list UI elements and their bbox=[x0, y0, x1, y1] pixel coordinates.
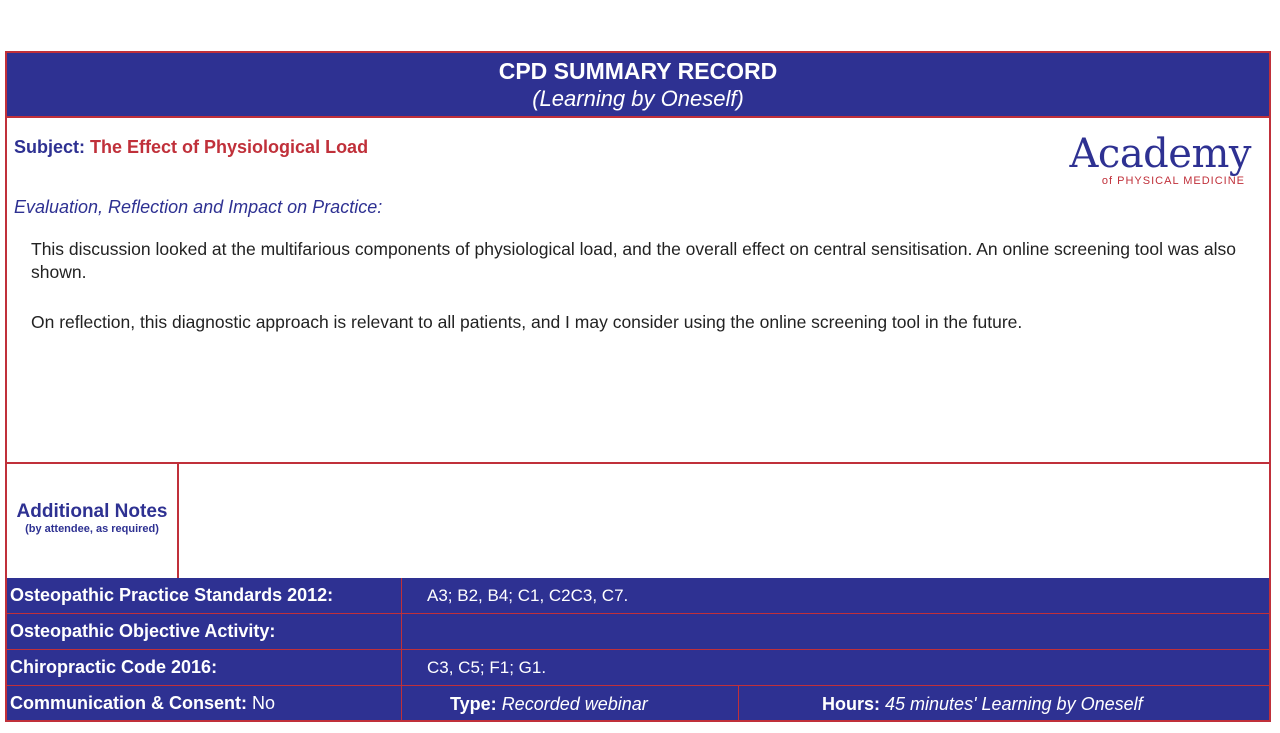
hours-value: 45 minutes' Learning by Oneself bbox=[885, 694, 1143, 714]
type-cell bbox=[450, 694, 648, 715]
evaluation-paragraph-1: This discussion looked at the multifarious components of physiological load, and the overall effect on central sensitisation. An online screening tool was also shown. bbox=[31, 239, 1236, 282]
logo-subtext: of PHYSICAL MEDICINE bbox=[1101, 175, 1245, 187]
cpd-summary-card bbox=[5, 51, 1271, 722]
chiro-value: C3, C5; F1; G1. bbox=[427, 658, 547, 677]
chiro-label: Chiropractic Code 2016: bbox=[10, 657, 218, 677]
additional-notes-label bbox=[9, 501, 175, 535]
ops-label: Osteopathic Practice Standards 2012: bbox=[10, 585, 334, 605]
comm-label: Communication & Consent: bbox=[10, 693, 247, 713]
notes-subtitle: (by attendee, as required) bbox=[25, 523, 159, 535]
academy-logo bbox=[1061, 131, 1251, 191]
subject-line bbox=[14, 137, 368, 158]
hours-cell bbox=[822, 694, 1143, 715]
logo-word: Academy bbox=[1069, 131, 1251, 177]
header-banner bbox=[7, 53, 1269, 118]
page-title: CPD SUMMARY RECORD bbox=[498, 58, 778, 84]
evaluation-heading: Evaluation, Reflection and Impact on Practice: bbox=[14, 197, 383, 217]
type-value: Recorded webinar bbox=[501, 694, 648, 714]
subject-value: The Effect of Physiological Load bbox=[90, 137, 369, 157]
notes-divider bbox=[7, 462, 1269, 464]
comm-cell bbox=[10, 693, 275, 714]
footer-table bbox=[7, 578, 1269, 720]
comm-divider-2 bbox=[738, 686, 739, 721]
evaluation-paragraph-2: On reflection, this diagnostic approach is relevant to all patients, and I may consider using the online screening tool in the future. bbox=[31, 312, 1023, 332]
ops-value: A3; B2, B4; C1, C2C3, C7. bbox=[427, 586, 629, 605]
hours-label: Hours: bbox=[822, 694, 880, 714]
page-subtitle: (Learning by Oneself) bbox=[532, 86, 744, 111]
comm-row bbox=[7, 685, 1269, 721]
type-label: Type: bbox=[450, 694, 497, 714]
ooa-label: Osteopathic Objective Activity: bbox=[10, 621, 276, 641]
subject-label: Subject: bbox=[14, 137, 86, 157]
comm-value: No bbox=[252, 693, 276, 713]
chiro-row bbox=[7, 649, 1269, 685]
ops-row bbox=[7, 578, 1269, 613]
notes-column-divider bbox=[177, 464, 179, 578]
notes-title: Additional Notes bbox=[16, 501, 168, 522]
ooa-row bbox=[7, 613, 1269, 649]
comm-divider-1 bbox=[401, 686, 402, 721]
